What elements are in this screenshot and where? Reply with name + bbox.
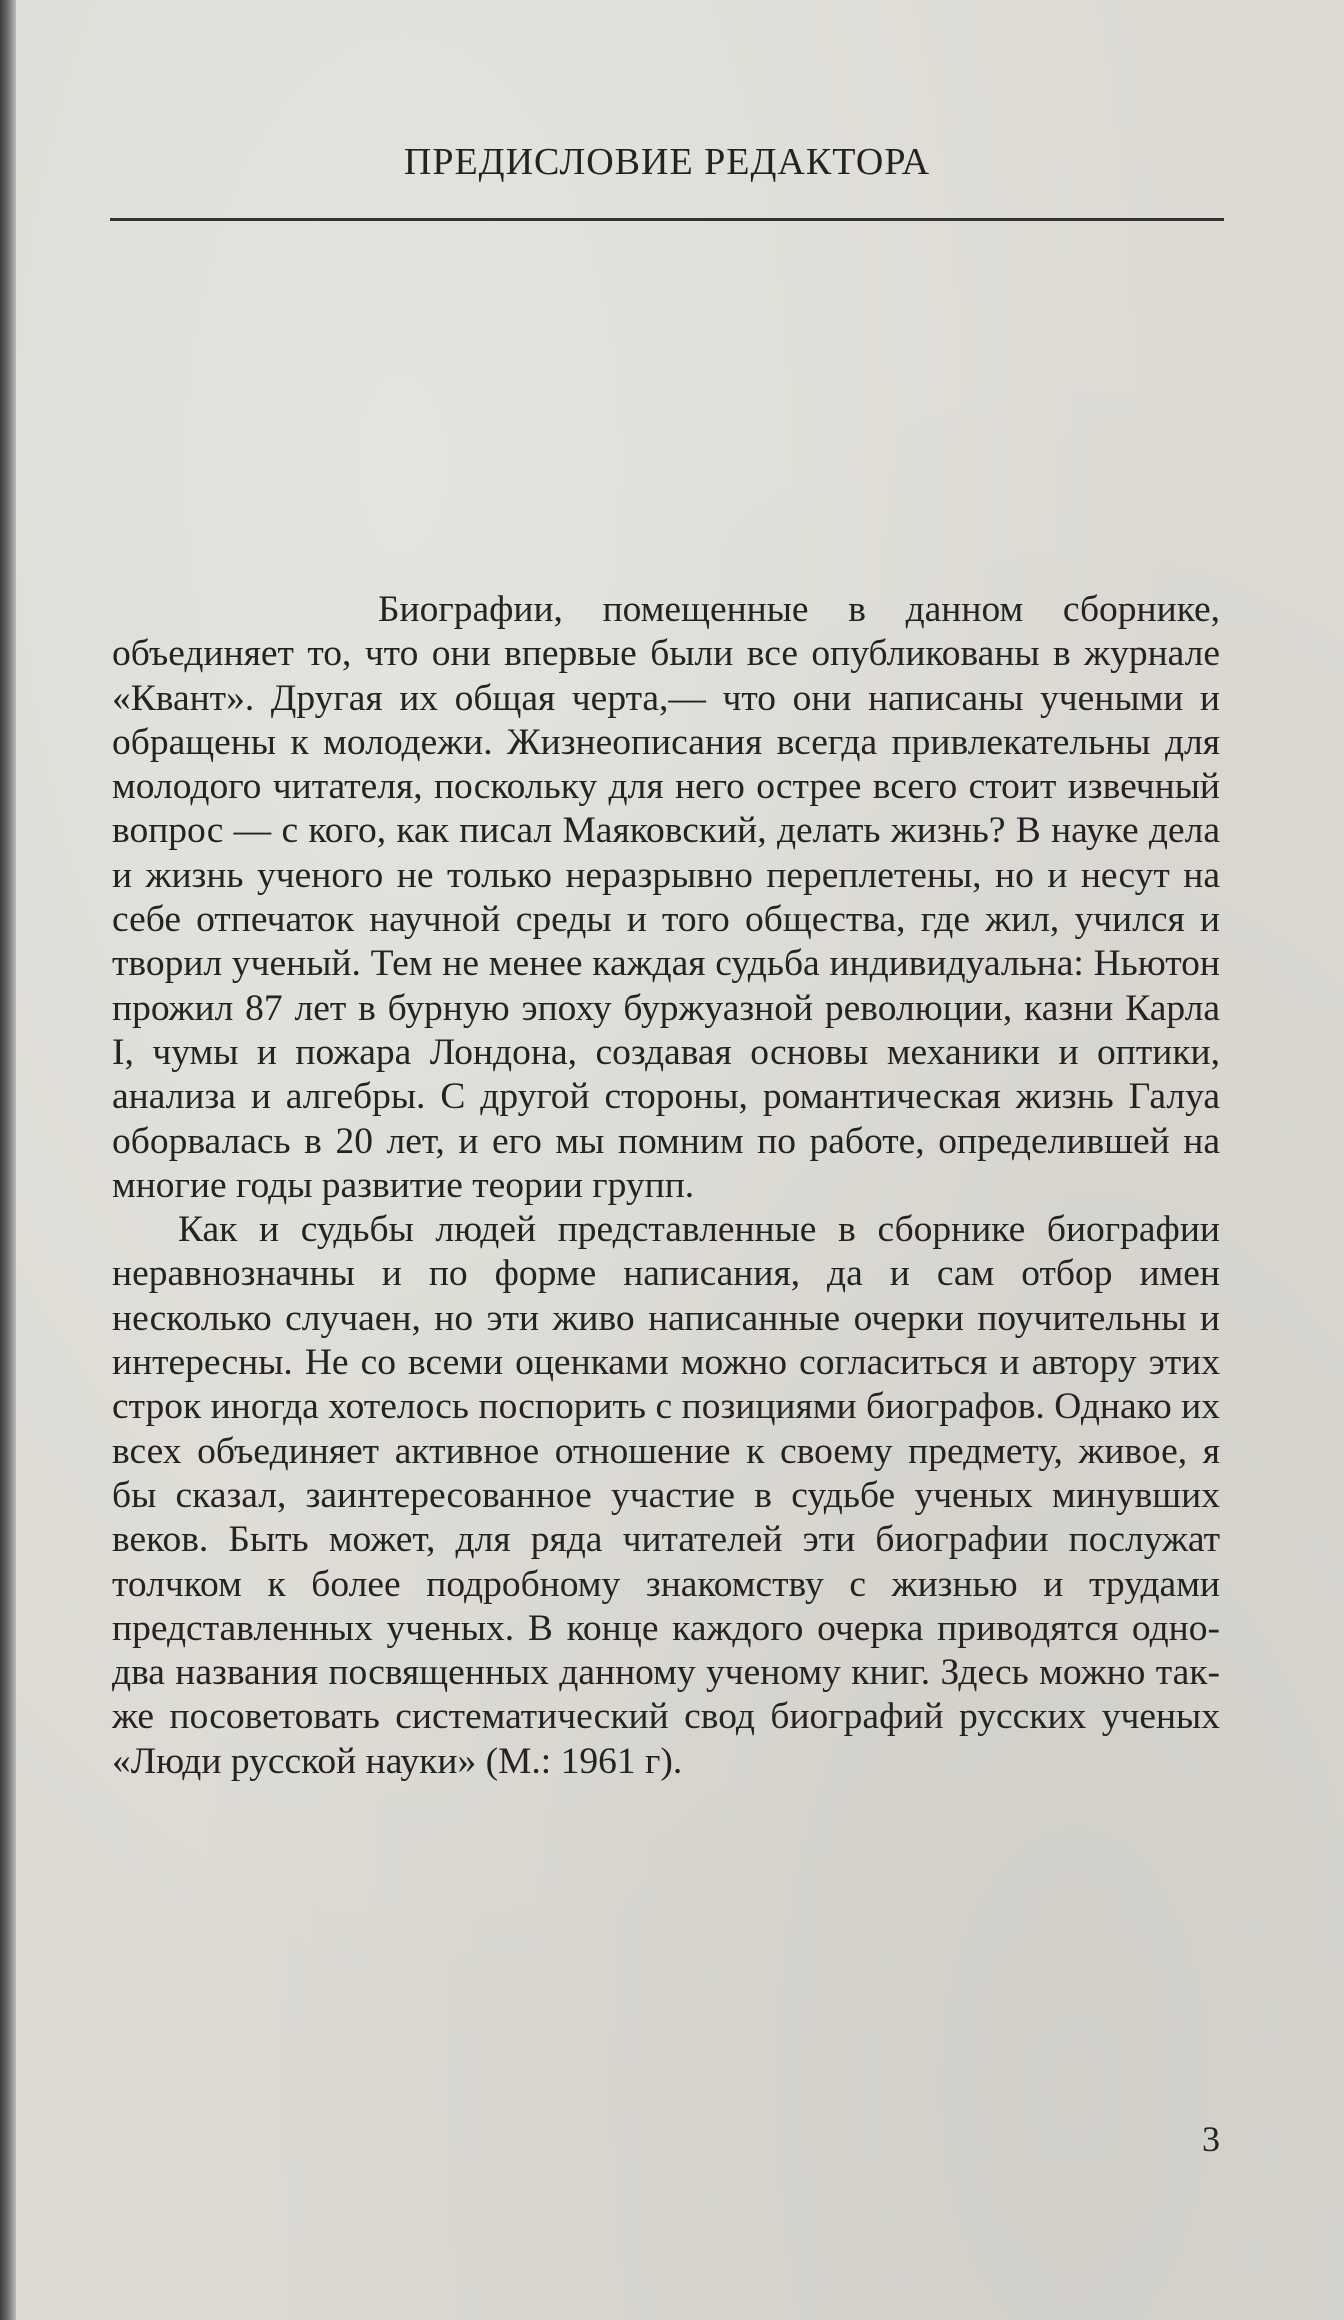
title-rule: [110, 218, 1224, 221]
page-number: 3: [1202, 2119, 1220, 2159]
paragraph: Биографии, помещенные в данном сборнике, объединяет то, что они впервые были все опубликованы в журнале «Квант». Другая их общая черта,— что они написаны учеными и обращены к молодежи. Жизнеописания всегда привлекательны для молодого читателя, поскольку для него острее всего стоит извечный вопрос — с кого, как писал Маяковский, делать жизнь? В науке дела и жизнь ученого не только неразрывно переплетены, но и несут на себе отпечаток научной среды и того общества, где жил, учился и творил ученый. Тем не менее каждая судьба индивидуальна: Ньютон прожил 87 лет в бурную эпоху буржуазной революции, казни Карла I, чумы и пожара Лондона, создавая основы механики и оптики, анализа и алгебры. С другой стороны, романтическая жизнь Галуа оборвалась в 20 лет, и его мы помним по работе, определившей на многие годы развитие теории групп.: [112, 589, 1220, 1206]
body-text: [112, 588, 1220, 1784]
paragraph: Как и судьбы людей представленные в сборнике биографии неравнозначны и по форме написания, да и сам отбор имен несколько случаен, но эти живо написанные очерки поучительны и интересны. Не со всеми оценками можно согласиться и автору этих строк иногда хотелось поспорить с позициями биографов. Однако их всех объединяет активное отношение к своему предмету, живое, я бы сказал, заинтересованное участие в судьбе ученых минувших веков. Быть может, для ряда читателей эти биографии послужат толчком к более подробному знакомству с жизнью и трудами представленных ученых. В конце каждого очерка приводятся одно-два названия посвященных данному ученому книг. Здесь можно также посоветовать систематический свод биографий русских ученых «Люди русской науки» (М.: 1961 г).: [112, 1209, 1220, 1782]
page-title: ПРЕДИСЛОВИЕ РЕДАКТОРА: [403, 141, 931, 183]
book-spine-shadow: [0, 0, 16, 2320]
